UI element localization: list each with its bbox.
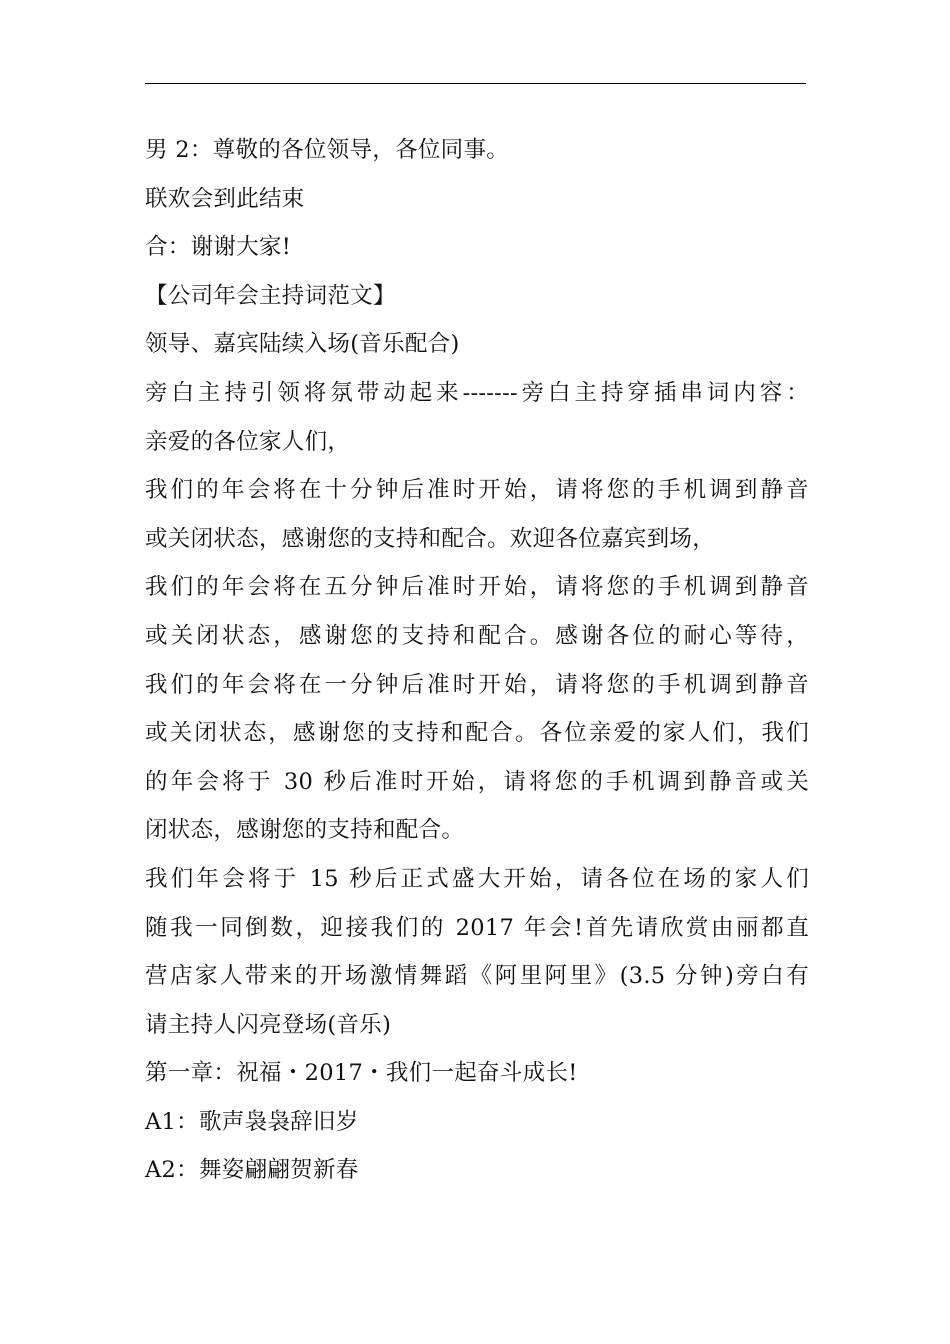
- text-line-5: 领导、嘉宾陆续入场(音乐配合): [145, 331, 460, 358]
- text-line-13: 或关闭状态，感谢您的支持和配合。各位亲爱的家人们，我们: [145, 720, 809, 747]
- text-line-9: 或关闭状态，感谢您的支持和配合。欢迎各位嘉宾到场，: [145, 525, 716, 552]
- text-line-12: 我们的年会将在一分钟后准时开始，请将您的手机调到静音: [145, 671, 809, 698]
- text-line-19: 请主持人闪亮登场(音乐): [145, 1011, 392, 1038]
- text-line-8: 我们的年会将在十分钟后准时开始，请将您的手机调到静音: [145, 477, 809, 504]
- text-line-10: 我们的年会将在五分钟后准时开始，请将您的手机调到静音: [145, 574, 809, 601]
- text-line-22: A2：舞姿翩翩贺新春: [145, 1157, 359, 1184]
- text-line-6: 旁白主持引领将氛带动起来-------旁白主持穿插串词内容：: [145, 379, 809, 406]
- text-line-7: 亲爱的各位家人们，: [145, 428, 351, 455]
- text-line-3: 合：谢谢大家!: [145, 234, 292, 261]
- section-heading: 【公司年会主持词范文】: [145, 282, 396, 309]
- text-line-11: 或关闭状态，感谢您的支持和配合。感谢各位的耐心等待，: [145, 622, 809, 649]
- text-line-15: 闭状态，感谢您的支持和配合。: [145, 817, 465, 844]
- text-line-1: 男 2：尊敬的各位领导，各位同事。: [145, 137, 510, 163]
- document-body: [145, 126, 809, 1195]
- text-line-14: 的年会将于 30 秒后准时开始，请将您的手机调到静音或关: [145, 768, 809, 795]
- text-line-17: 随我一同倒数，迎接我们的 2017 年会!首先请欣赏由丽都直: [145, 914, 809, 941]
- chapter-heading: 第一章：祝福・2017・我们一起奋斗成长!: [145, 1060, 578, 1087]
- text-line-18: 营店家人带来的开场激情舞蹈《阿里阿里》(3.5 分钟)旁白有: [145, 963, 809, 990]
- text-line-2: 联欢会到此结束: [145, 185, 305, 212]
- header-rule: [145, 83, 806, 84]
- text-line-21: A1：歌声袅袅辞旧岁: [145, 1108, 359, 1135]
- text-line-16: 我们年会将于 15 秒后正式盛大开始，请各位在场的家人们: [145, 865, 809, 892]
